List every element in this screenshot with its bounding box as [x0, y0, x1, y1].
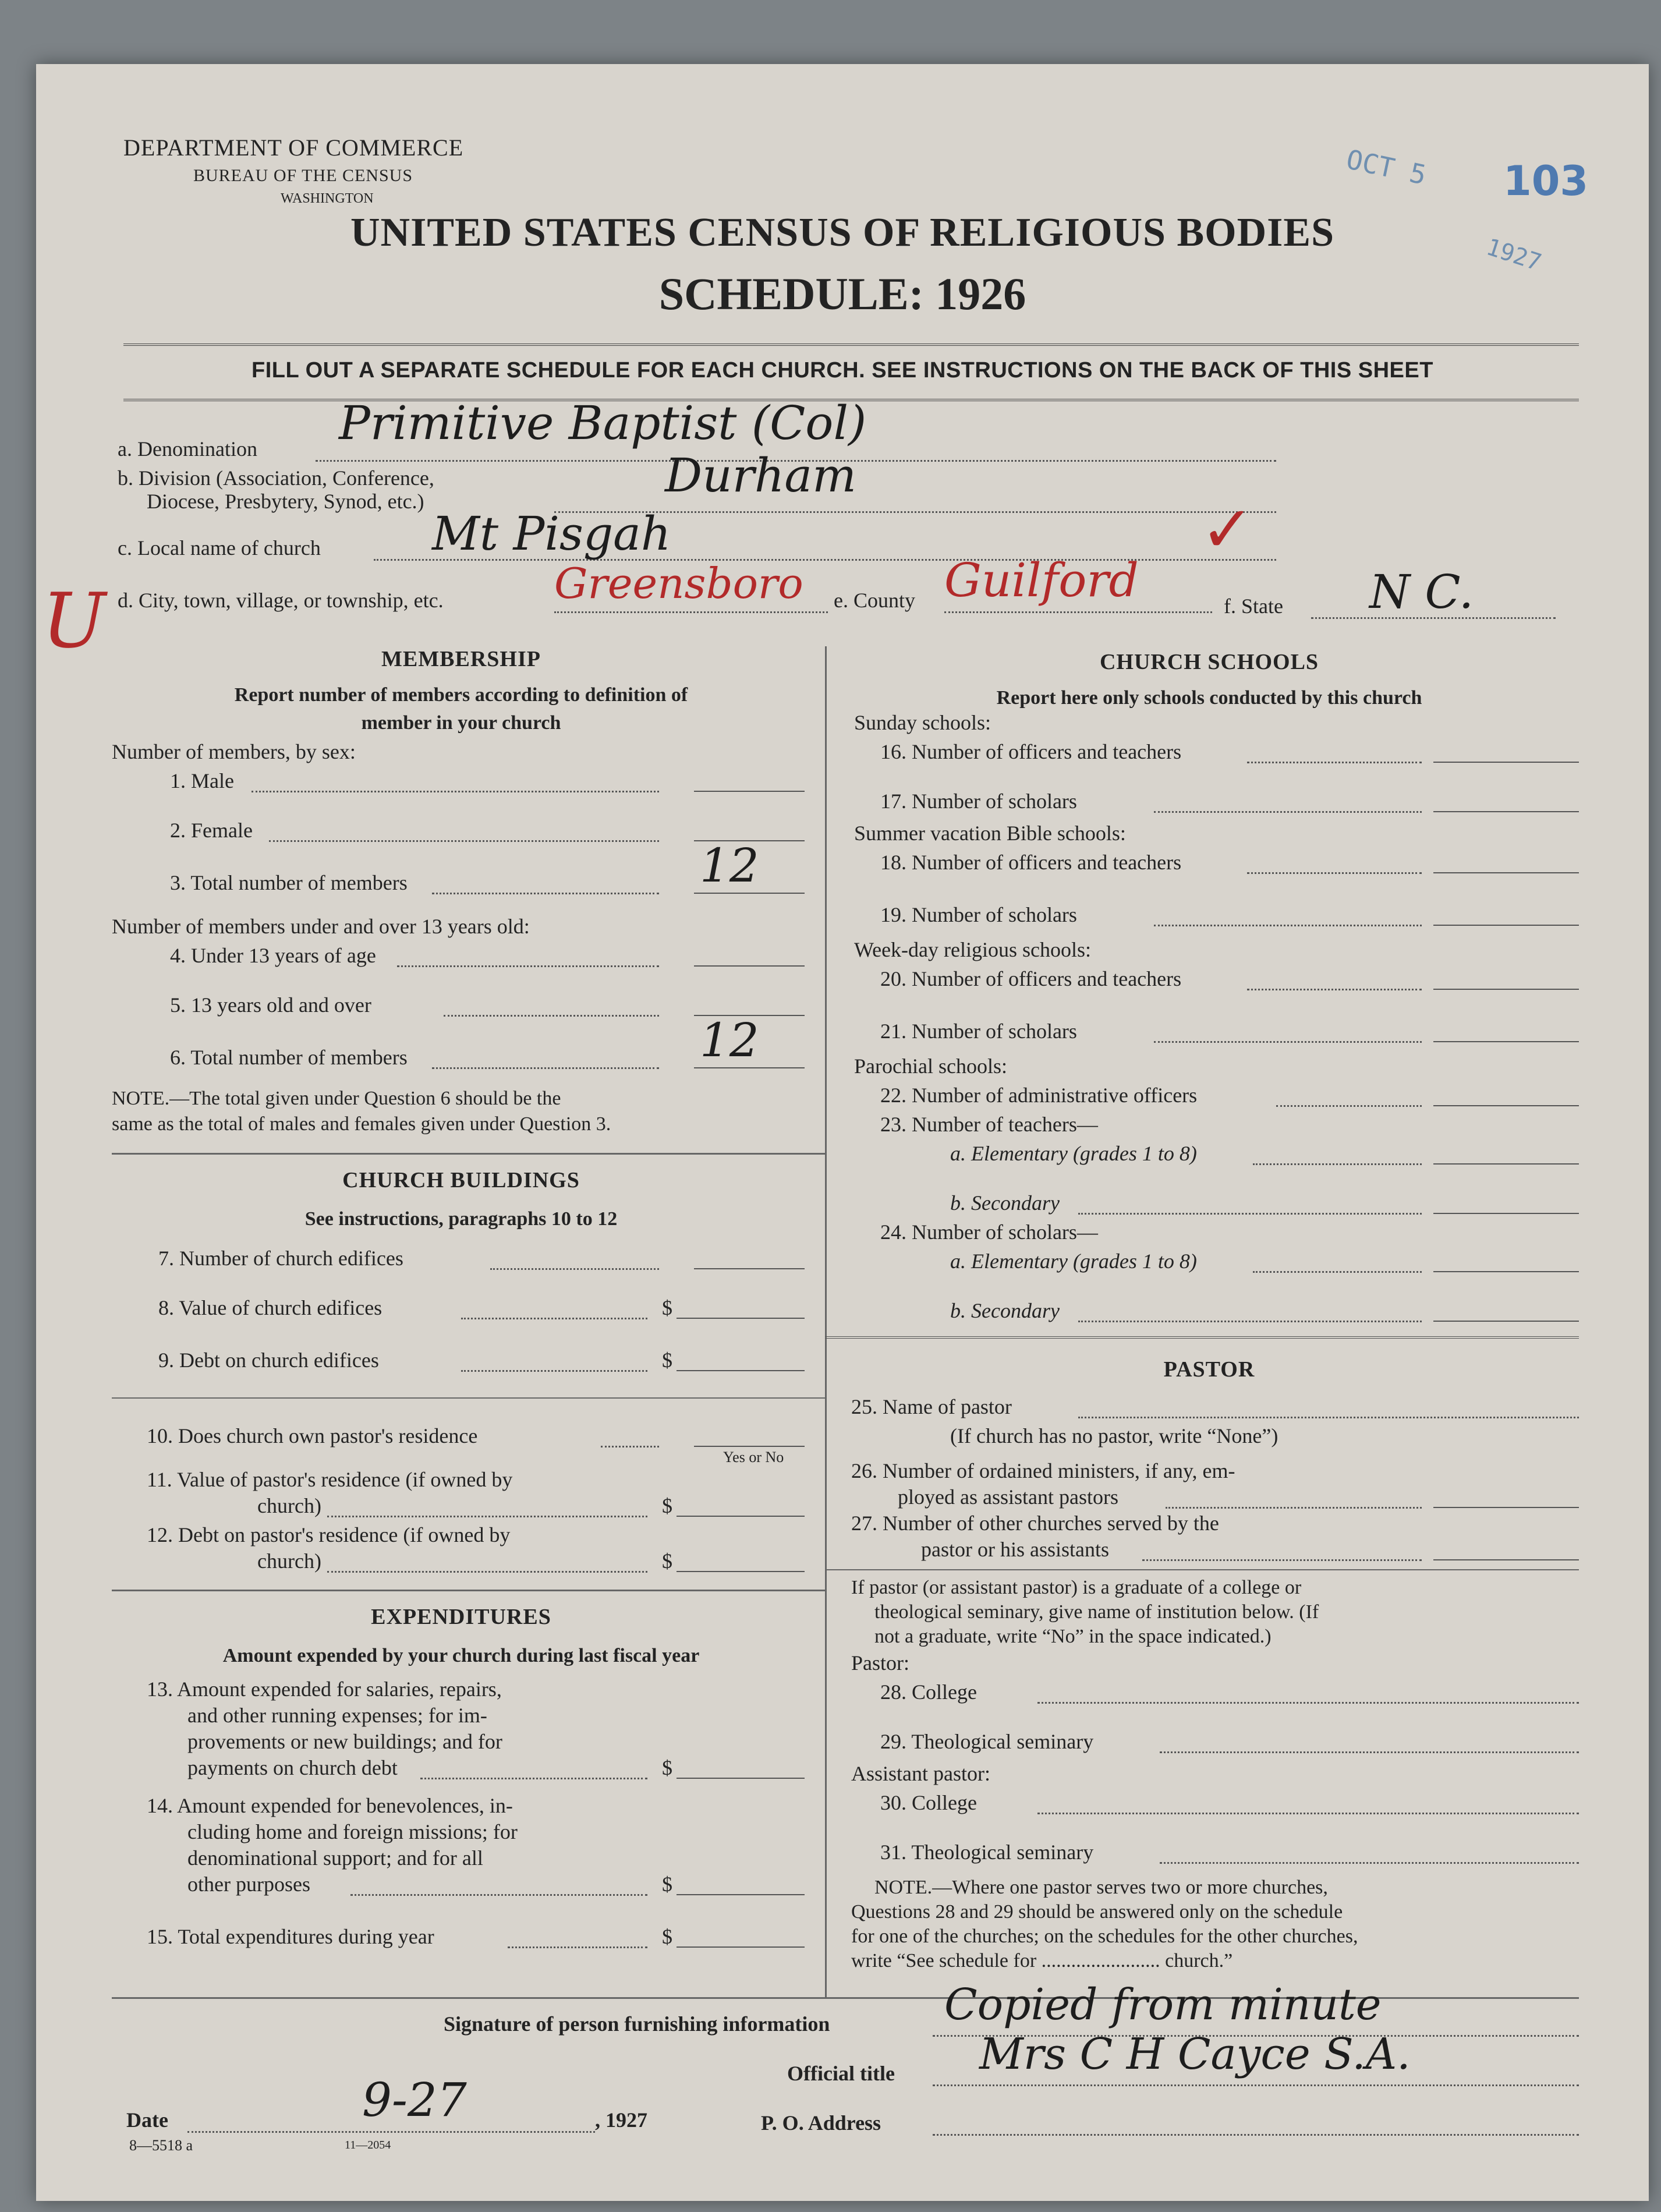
q15-dollar: $	[662, 1925, 672, 1948]
q8-label: 8. Value of church edifices	[158, 1296, 383, 1319]
q14-label-1: 14. Amount expended for benevolences, in-	[147, 1794, 513, 1817]
q15-dots	[508, 1946, 647, 1948]
census-schedule-sheet	[36, 64, 1649, 2201]
q7-label: 7. Number of church edifices	[158, 1247, 403, 1270]
q16-label: 16. Number of officers and teachers	[880, 740, 1182, 763]
pastor-note-2: Questions 28 and 29 should be answered only on the schedule	[851, 1901, 1343, 1923]
city-heading: WASHINGTON	[281, 191, 374, 206]
schools-rule	[825, 1336, 1579, 1339]
q14-label-3: denominational support; and for all	[187, 1846, 483, 1870]
q9-answer-line[interactable]	[677, 1370, 805, 1371]
q4-dots	[397, 965, 659, 967]
q7-answer-line[interactable]	[694, 1268, 805, 1269]
q14-label-4: other purposes	[187, 1873, 310, 1896]
q13-dollar: $	[662, 1756, 672, 1779]
q12-answer-line[interactable]	[677, 1571, 805, 1572]
margin-u-mark: U	[42, 576, 106, 665]
q8-dollar: $	[662, 1296, 672, 1319]
q17-answer-line[interactable]	[1433, 811, 1579, 812]
q9-label: 9. Debt on church edifices	[158, 1349, 379, 1372]
q23b-label: b. Secondary	[950, 1191, 1060, 1215]
q13-label-3: provements or new buildings; and for	[187, 1730, 502, 1753]
q27-dots	[1142, 1559, 1422, 1561]
q6-answer-line[interactable]	[694, 1067, 805, 1068]
q29-label: 29. Theological seminary	[880, 1730, 1094, 1753]
q11-label-1: 11. Value of pastor's residence (if owned by	[147, 1468, 513, 1491]
q27-answer-line[interactable]	[1433, 1559, 1579, 1560]
q31-line[interactable]	[1160, 1862, 1579, 1864]
buildings-mid-rule	[112, 1397, 825, 1399]
pastor-note-3: for one of the churches; on the schedules for the other churches,	[851, 1926, 1358, 1947]
official-title-line	[933, 2084, 1579, 2086]
q23a-dots	[1253, 1163, 1422, 1165]
q21-dots	[1154, 1041, 1422, 1043]
q17-dots	[1154, 811, 1422, 813]
pastor-sub-label: Pastor:	[851, 1651, 910, 1675]
q25-note: (If church has no pastor, write “None”)	[950, 1424, 1278, 1447]
expenditures-title: EXPENDITURES	[371, 1605, 551, 1629]
membership-note-b: same as the total of males and females given under Question 3.	[112, 1113, 611, 1135]
q8-dots	[461, 1318, 647, 1319]
division-label-2: Diocese, Presbytery, Synod, etc.)	[147, 490, 424, 513]
weekday-schools-label: Week-day religious schools:	[854, 938, 1092, 961]
sunday-schools-label: Sunday schools:	[854, 711, 991, 734]
po-address-label: P. O. Address	[761, 2111, 881, 2135]
county-line	[944, 611, 1212, 613]
signature-label: Signature of person furnishing information	[444, 2012, 830, 2036]
q1-answer-line[interactable]	[694, 791, 805, 792]
graduate-note-1: If pastor (or assistant pastor) is a graduate of a college or	[851, 1577, 1302, 1598]
q3-dots	[432, 893, 659, 894]
assistant-sub-label: Assistant pastor:	[851, 1762, 990, 1785]
pastor-note-1: NOTE.—Where one pastor serves two or more churches,	[874, 1877, 1328, 1898]
membership-note-1: Report number of members according to definition of	[234, 684, 688, 706]
by-sex-label: Number of members, by sex:	[112, 740, 356, 763]
q18-label: 18. Number of officers and teachers	[880, 851, 1182, 874]
q5-label: 5. 13 years old and over	[170, 993, 371, 1017]
q1-label: 1. Male	[170, 769, 234, 792]
membership-note-2: member in your church	[361, 712, 561, 734]
q24b-answer-line[interactable]	[1433, 1321, 1579, 1322]
q18-answer-line[interactable]	[1433, 872, 1579, 873]
pastor-mid-rule	[825, 1569, 1579, 1570]
red-check-mark: ✓	[1200, 492, 1255, 567]
q12-dollar: $	[662, 1549, 672, 1573]
date-value[interactable]: 9-27	[362, 2073, 467, 2127]
q1-dots	[252, 791, 659, 792]
q24a-label: a. Elementary (grades 1 to 8)	[950, 1250, 1197, 1273]
q9-dots	[461, 1370, 647, 1372]
membership-note-a: NOTE.—The total given under Question 6 should be the	[112, 1088, 561, 1109]
q27-label-2: pastor or his assistants	[921, 1538, 1109, 1561]
official-title-value[interactable]: Mrs C H Cayce S.A.	[979, 2029, 1411, 2079]
state-label: f. State	[1224, 594, 1283, 618]
membership-title: MEMBERSHIP	[381, 647, 541, 671]
q30-label: 30. College	[880, 1791, 977, 1814]
q23a-label: a. Elementary (grades 1 to 8)	[950, 1142, 1197, 1165]
q14-dollar: $	[662, 1873, 672, 1896]
local-name-value[interactable]: Mt Pisgah	[432, 507, 671, 561]
fill-out-instruction: FILL OUT A SEPARATE SCHEDULE FOR EACH CHURCH. SEE INSTRUCTIONS ON THE BACK OF THIS SHEET	[252, 358, 1433, 383]
expenditures-subtitle: Amount expended by your church during last fiscal year	[222, 1645, 700, 1666]
department-heading: DEPARTMENT OF COMMERCE	[123, 135, 464, 161]
q26-answer-line[interactable]	[1433, 1507, 1579, 1508]
division-value[interactable]: Durham	[665, 448, 856, 502]
graduate-note-2: theological seminary, give name of institution below. (If	[874, 1601, 1319, 1623]
q5-dots	[444, 1015, 659, 1017]
buildings-title: CHURCH BUILDINGS	[342, 1168, 580, 1192]
q28-line[interactable]	[1037, 1702, 1579, 1704]
q11-answer-line[interactable]	[677, 1516, 805, 1517]
q23b-answer-line[interactable]	[1433, 1213, 1579, 1214]
print-number: 11—2054	[345, 2139, 391, 2151]
date-line	[187, 2131, 595, 2133]
city-label: d. City, town, village, or township, etc.	[118, 589, 444, 612]
city-line	[554, 611, 828, 613]
document-title: UNITED STATES CENSUS OF RELIGIOUS BODIES	[350, 210, 1335, 255]
county-label: e. County	[834, 589, 915, 612]
q16-dots	[1247, 762, 1422, 763]
summer-schools-label: Summer vacation Bible schools:	[854, 822, 1126, 845]
schedule-title: SCHEDULE: 1926	[658, 268, 1026, 319]
official-title-label: Official title	[787, 2062, 895, 2085]
q13-dots	[420, 1778, 647, 1779]
q11-dollar: $	[662, 1494, 672, 1517]
county-value[interactable]: Guilford	[944, 553, 1139, 607]
city-value[interactable]: Greensboro	[554, 559, 803, 608]
q24a-dots	[1253, 1271, 1422, 1273]
denomination-value[interactable]: Primitive Baptist (Col)	[339, 396, 867, 450]
schools-subtitle: Report here only schools conducted by this church	[996, 687, 1422, 709]
buildings-see-instructions: See instructions, paragraphs 10 to 12	[304, 1208, 618, 1230]
parochial-schools-label: Parochial schools:	[854, 1054, 1007, 1078]
q4-answer-line[interactable]	[694, 965, 805, 967]
q3-value[interactable]: 12	[700, 838, 759, 893]
q20-answer-line[interactable]	[1433, 989, 1579, 990]
q22-dots	[1276, 1105, 1422, 1107]
q12-dots	[327, 1571, 647, 1573]
received-year-stamp: 1927	[1483, 233, 1545, 277]
q14-dots	[350, 1894, 647, 1896]
pastor-title: PASTOR	[1163, 1357, 1255, 1382]
q9-dollar: $	[662, 1349, 672, 1372]
q18-dots	[1247, 872, 1422, 874]
date-year: , 1927	[595, 2108, 647, 2132]
q19-dots	[1154, 925, 1422, 926]
q4-label: 4. Under 13 years of age	[170, 944, 376, 967]
q6-label: 6. Total number of members	[170, 1046, 408, 1069]
graduate-note-3: not a graduate, write “No” in the space indicated.)	[874, 1626, 1272, 1647]
q13-answer-line[interactable]	[677, 1778, 805, 1779]
q24b-label: b. Secondary	[950, 1299, 1060, 1322]
q21-label: 21. Number of scholars	[880, 1020, 1077, 1043]
q7-dots	[490, 1268, 659, 1270]
q19-label: 19. Number of scholars	[880, 903, 1077, 926]
q13-label-4: payments on church debt	[187, 1756, 398, 1779]
membership-rule	[112, 1153, 825, 1155]
q12-label-2: church)	[257, 1549, 321, 1573]
q30-line[interactable]	[1037, 1813, 1579, 1814]
po-address-line[interactable]	[933, 2134, 1579, 2136]
q26-label-1: 26. Number of ordained ministers, if any, em-	[851, 1459, 1235, 1482]
q15-label: 15. Total expenditures during year	[147, 1925, 434, 1948]
q8-answer-line[interactable]	[677, 1318, 805, 1319]
received-date-stamp: OCT 5	[1343, 143, 1429, 191]
q11-label-2: church)	[257, 1494, 321, 1517]
q31-label: 31. Theological seminary	[880, 1841, 1094, 1864]
q23-label: 23. Number of teachers—	[880, 1113, 1098, 1136]
q26-label-2: ployed as assistant pastors	[898, 1485, 1118, 1509]
yes-no-hint: Yes or No	[723, 1449, 784, 1466]
q2-dots	[269, 840, 659, 842]
q22-answer-line[interactable]	[1433, 1105, 1579, 1106]
q20-label: 20. Number of officers and teachers	[880, 967, 1182, 990]
schedule-number-stamp: 103	[1503, 157, 1589, 205]
q26-dots	[1166, 1507, 1422, 1509]
q24a-answer-line[interactable]	[1433, 1271, 1579, 1272]
q21-answer-line[interactable]	[1433, 1041, 1579, 1042]
q25-label: 25. Name of pastor	[851, 1395, 1012, 1418]
date-label: Date	[126, 2108, 168, 2132]
schools-title: CHURCH SCHOOLS	[1099, 650, 1319, 674]
q6-dots	[432, 1067, 659, 1069]
q22-label: 22. Number of administrative officers	[880, 1084, 1198, 1107]
q25-line[interactable]	[1078, 1417, 1579, 1418]
q29-line[interactable]	[1160, 1751, 1579, 1753]
q24-label: 24. Number of scholars—	[880, 1220, 1098, 1244]
q3-label: 3. Total number of members	[170, 871, 408, 894]
denomination-label: a. Denomination	[118, 437, 257, 461]
q24b-dots	[1078, 1321, 1422, 1322]
q10-answer-line[interactable]	[694, 1446, 805, 1447]
q23a-answer-line[interactable]	[1433, 1163, 1579, 1165]
local-name-label: c. Local name of church	[118, 536, 321, 560]
buildings-rule	[112, 1590, 825, 1591]
division-label-1: b. Division (Association, Conference,	[118, 466, 434, 490]
q14-label-2: cluding home and foreign missions; for	[187, 1820, 518, 1843]
pastor-note-4: write “See schedule for ........................ church.”	[851, 1950, 1233, 1972]
q27-label-1: 27. Number of other churches served by the	[851, 1512, 1219, 1535]
bureau-heading: BUREAU OF THE CENSUS	[193, 166, 413, 185]
q10-label: 10. Does church own pastor's residence	[147, 1424, 478, 1447]
q6-value[interactable]: 12	[700, 1013, 759, 1067]
q10-dots	[601, 1446, 659, 1447]
q11-dots	[327, 1516, 647, 1517]
form-number: 8—5518 a	[129, 2137, 193, 2154]
q13-label-2: and other running expenses; for im-	[187, 1704, 487, 1727]
q17-label: 17. Number of scholars	[880, 790, 1077, 813]
q12-label-1: 12. Debt on pastor's residence (if owned by	[147, 1523, 511, 1546]
q13-label-1: 13. Amount expended for salaries, repairs,	[147, 1677, 502, 1701]
q15-answer-line[interactable]	[677, 1946, 805, 1948]
by-age-label: Number of members under and over 13 years old:	[112, 915, 530, 938]
q14-answer-line[interactable]	[677, 1894, 805, 1895]
q19-answer-line[interactable]	[1433, 925, 1579, 926]
signature-value[interactable]: Copied from minute	[944, 1980, 1382, 2030]
q28-label: 28. College	[880, 1680, 977, 1704]
state-value[interactable]: N C.	[1369, 565, 1474, 619]
header-rule	[123, 344, 1579, 346]
column-divider	[825, 646, 827, 1997]
q2-label: 2. Female	[170, 819, 253, 842]
q20-dots	[1247, 989, 1422, 990]
q16-answer-line[interactable]	[1433, 762, 1579, 763]
q23b-dots	[1078, 1213, 1422, 1215]
q3-answer-line[interactable]	[694, 893, 805, 894]
